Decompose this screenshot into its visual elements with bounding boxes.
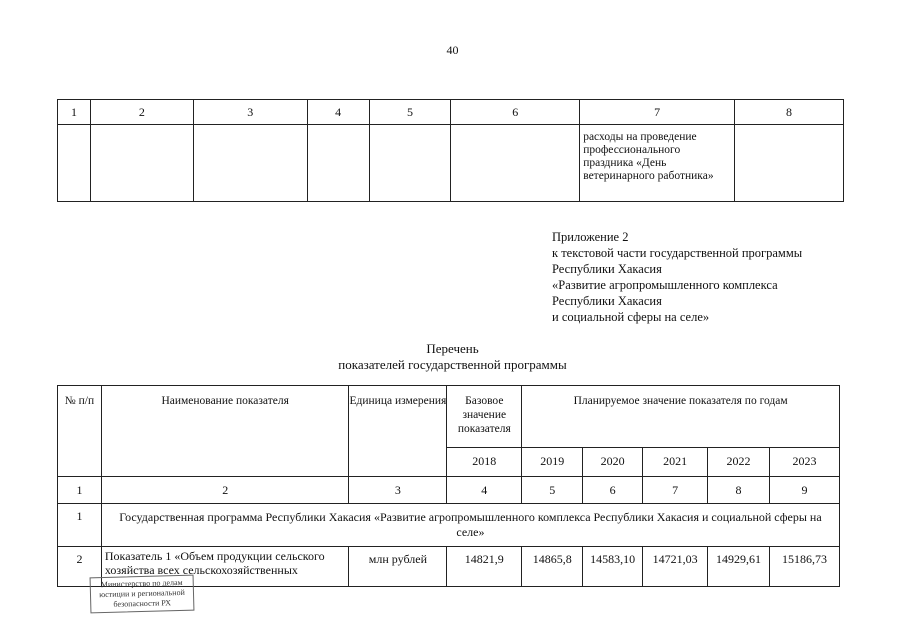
year-cell: 2020: [583, 447, 643, 476]
table-cell: [307, 125, 369, 202]
col-number: 2: [101, 477, 349, 504]
value-cell: 14583,10: [583, 547, 643, 587]
indicator-unit: млн рублей: [349, 547, 447, 587]
col-number: 9: [770, 477, 840, 504]
col-header-unit: Единица измерения: [349, 386, 447, 477]
col-header: 1: [58, 100, 91, 125]
value-cell: 14929,61: [708, 547, 770, 587]
value-cell: 14721,03: [643, 547, 708, 587]
col-header: 8: [735, 100, 844, 125]
appendix-line: Республики Хакасия: [552, 262, 662, 276]
col-number: 8: [708, 477, 770, 504]
document-title: [0, 341, 905, 373]
col-header-num: № п/п: [58, 386, 102, 477]
indicators-table: [57, 385, 840, 587]
col-number: 3: [349, 477, 447, 504]
appendix-line: Приложение 2: [552, 230, 629, 244]
col-header-base: Базовое значение показателя: [447, 386, 522, 448]
table-cell: [735, 125, 844, 202]
appendix-line: «Развитие агропромышленного комплекса: [552, 278, 778, 292]
col-number: 6: [583, 477, 643, 504]
table-cell: [90, 125, 193, 202]
col-header: 3: [193, 100, 307, 125]
col-header: 7: [580, 100, 735, 125]
col-header: 6: [451, 100, 580, 125]
appendix-line: к текстовой части государственной программы: [552, 246, 803, 260]
indicator-name: Показатель 1 «Объем продукции сельского хозяйства всех сельскохозяйственных: [101, 547, 349, 587]
program-group-row: Государственная программа Республики Хакасия «Развитие агропромышленного комплекса Республики Хакасия и социальной сферы на селе»: [101, 504, 839, 547]
row-number: 2: [58, 547, 102, 587]
table-cell: [58, 125, 91, 202]
appendix-line: Республики Хакасия: [552, 294, 662, 308]
table-row: [58, 504, 840, 547]
title-line: показателей государственной программы: [338, 357, 567, 372]
year-cell: 2022: [708, 447, 770, 476]
col-header-name: Наименование показателя: [101, 386, 349, 477]
year-cell: 2021: [643, 447, 708, 476]
year-cell: 2019: [522, 447, 583, 476]
col-number: 7: [643, 477, 708, 504]
value-cell: 15186,73: [770, 547, 840, 587]
year-cell: 2023: [770, 447, 840, 476]
column-numbers-row: [58, 477, 840, 504]
appendix-line: и социальной сферы на селе»: [552, 310, 710, 324]
col-header: 5: [369, 100, 451, 125]
top-table: [57, 99, 844, 202]
year-cell: 2018: [447, 447, 522, 476]
col-header-planned: Планируемое значение показателя по годам: [522, 386, 840, 448]
row-number: 1: [58, 504, 102, 547]
table-header-row: [58, 100, 844, 125]
col-number: 1: [58, 477, 102, 504]
col-header: 4: [307, 100, 369, 125]
value-cell: 14821,9: [447, 547, 522, 587]
appendix-block: [552, 229, 802, 325]
expense-description: расходы на проведение профессионального праздника «День ветеринарного работника»: [580, 125, 735, 202]
col-header: 2: [90, 100, 193, 125]
table-cell: [369, 125, 451, 202]
registration-stamp: Министерство по делам юстиции и региональной безопасности РХ: [90, 575, 195, 614]
table-row: [58, 125, 844, 202]
value-cell: 14865,8: [522, 547, 583, 587]
table-cell: [451, 125, 580, 202]
title-line: Перечень: [426, 341, 479, 356]
col-number: 4: [447, 477, 522, 504]
table-header-row: [58, 386, 840, 448]
table-cell: [193, 125, 307, 202]
col-number: 5: [522, 477, 583, 504]
page-number: 40: [446, 43, 459, 57]
